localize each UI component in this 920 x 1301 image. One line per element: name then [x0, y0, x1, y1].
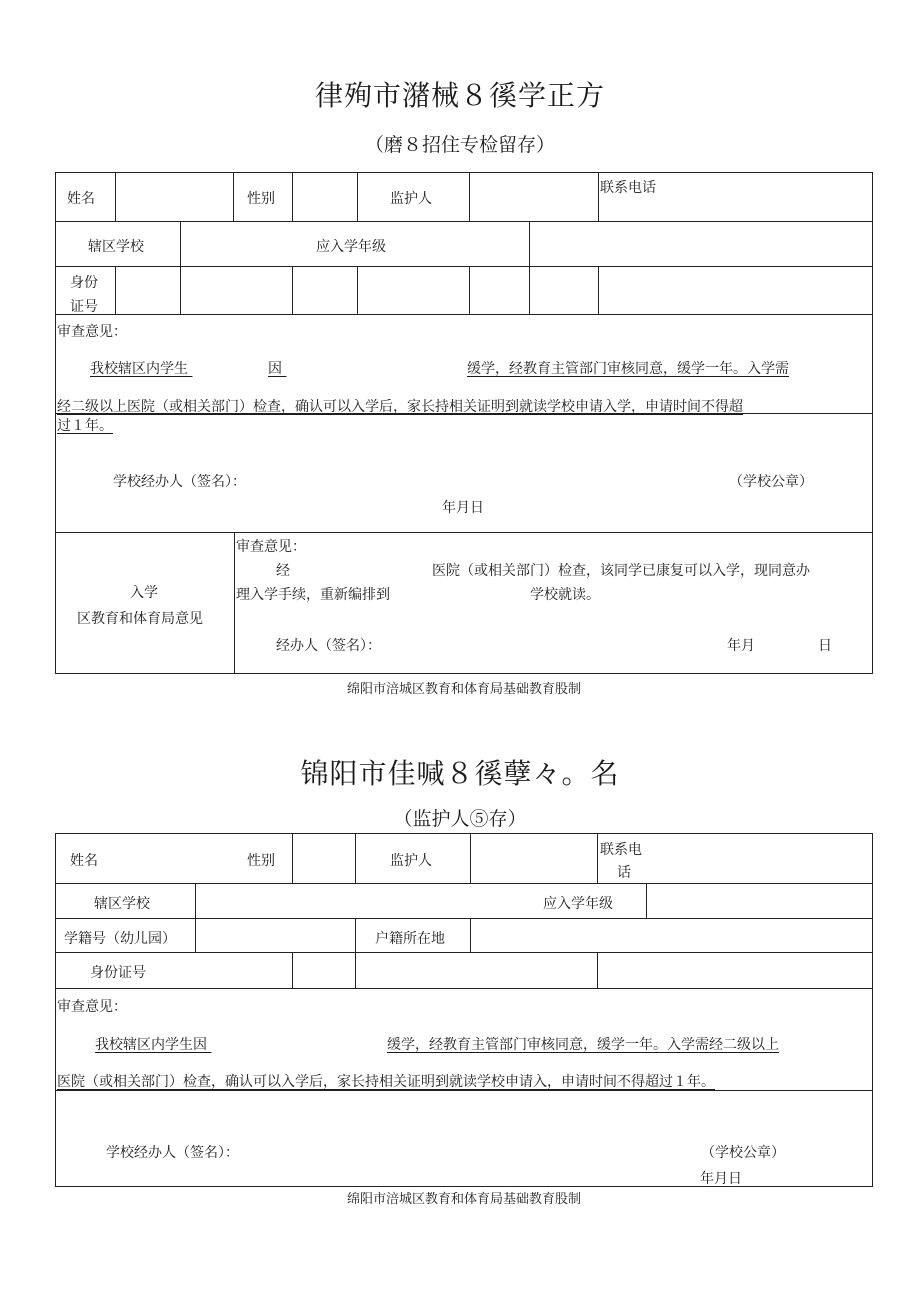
- form1-review-label: 审查意见：: [57, 324, 127, 340]
- form2-phone-label-2: 话: [617, 865, 631, 881]
- form1-review-part2: 因: [268, 361, 282, 377]
- form2-id-label: 身份证号: [90, 965, 146, 981]
- form2-review-line2: 医院（或相关部门）检查，确认可以入学后，家长持相关证明到就读学校申请入，申请时间不得超过１年。: [57, 1074, 715, 1090]
- form1-bureau-label-1: 入学: [130, 585, 158, 601]
- form2-guardian-label: 监护人: [390, 853, 432, 869]
- form1-id-label-2: 证号: [70, 299, 98, 315]
- form1-subtitle: （磨８招住专检留存）: [364, 134, 555, 156]
- form2-school-seal: （学校公章）: [701, 1145, 785, 1161]
- form1-bureau-handler: 经办人（签名）：: [276, 638, 381, 654]
- form1-review-line1: [90, 358, 838, 378]
- form1-bureau-text1b: 医院（或相关部门）检查，该同学已康复可以入学，现同意办: [432, 563, 810, 579]
- form1-phone-label: 联系电话: [600, 180, 656, 196]
- form1-school-seal: （学校公章）: [729, 474, 813, 490]
- form2-title: 锦阳市佳喊８徯孽々。名: [300, 757, 620, 790]
- form1-guardian-label: 监护人: [390, 191, 432, 207]
- form1-school-handler: 学校经办人（签名）：: [113, 474, 246, 490]
- form2-subtitle: （监护人⑤存）: [393, 808, 527, 830]
- form2-household-label: 户籍所在地: [375, 931, 445, 947]
- form1-date: 年月日: [442, 500, 484, 516]
- form1-review-line3: 过１年。: [57, 418, 113, 434]
- form2-district-school-label: 辖区学校: [94, 896, 150, 912]
- form2-review-line1: [95, 1034, 835, 1054]
- form1-bureau-label-2: 区教育和体育局意见: [77, 611, 203, 627]
- form1-footer: 绵阳市涪城区教育和体育局基础教育股制: [346, 682, 581, 697]
- form2-footer: 绵阳市涪城区教育和体育局基础教育股制: [346, 1192, 581, 1207]
- form2-school-handler: 学校经办人（签名）：: [106, 1145, 239, 1161]
- form2-gender-label: 性别: [247, 853, 275, 869]
- form2-review-part2: 缓学，经教育主管部门审核同意，缓学一年。入学需经二级以上: [387, 1037, 779, 1053]
- form1-id-label-1: 身份: [70, 275, 98, 291]
- form1-bureau-day: 日: [818, 638, 832, 654]
- form1-bureau-text2b: 学校就读。: [530, 587, 600, 603]
- form1-grade-label: 应入学年级: [316, 239, 386, 255]
- form1-bureau-text1a: 经: [276, 563, 290, 579]
- form1-name-label: 姓名: [67, 191, 95, 207]
- form2-name-label: 姓名: [70, 853, 98, 869]
- form1-gender-label: 性别: [247, 191, 275, 207]
- form1-title: 律殉市潴械８徯学正方: [314, 79, 605, 112]
- form2-date: 年月日: [700, 1171, 742, 1187]
- form2-review-label: 审查意见：: [57, 999, 127, 1015]
- form1-bureau-text2a: 理入学手续，重新编排到: [236, 587, 390, 603]
- form2-phone-label-1: 联系电: [600, 842, 642, 858]
- form1-bureau-review: 审查意见：: [236, 539, 306, 555]
- form2-grade-label: 应入学年级: [543, 896, 613, 912]
- form2-review-part1: 我校辖区内学生因: [95, 1037, 207, 1053]
- form1-district-school-label: 辖区学校: [88, 239, 144, 255]
- form1-bureau-year-month: 年月: [727, 638, 755, 654]
- form1-review-part3: 缓学，经教育主管部门审核同意，缓学一年。入学需: [467, 361, 789, 377]
- form2-student-no-label: 学籍号（幼儿园）: [64, 931, 176, 947]
- form1-review-line2: 经二级以上医院（或相关部门）检查，确认可以入学后，家长持相关证明到就读学校申请入学，申请时间不得超: [57, 399, 743, 415]
- form1-review-part1: 我校辖区内学生: [90, 361, 188, 377]
